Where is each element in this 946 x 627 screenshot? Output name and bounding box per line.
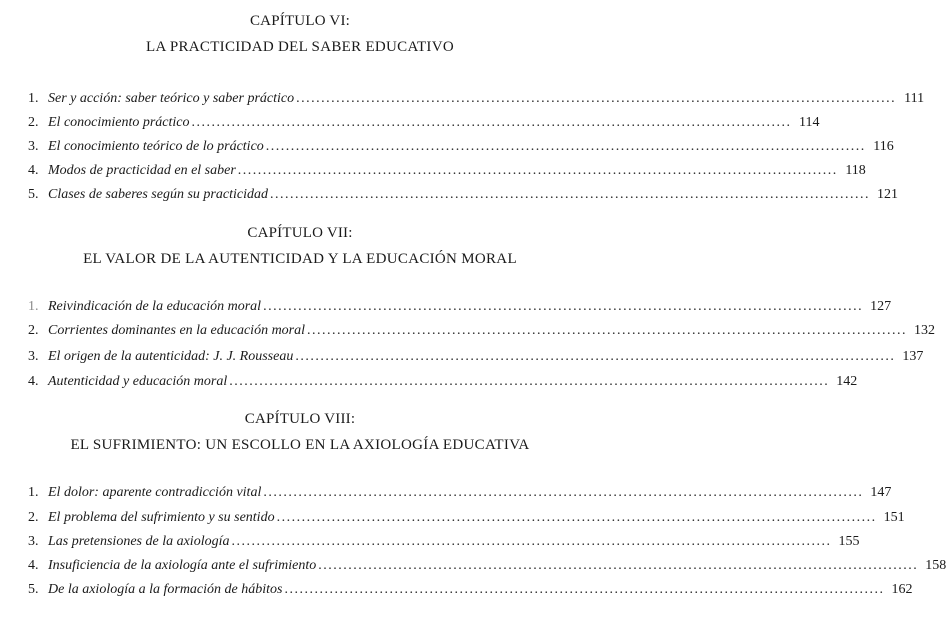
- entry-title: Clases de saberes según su practicidad: [48, 187, 268, 202]
- entry-page: 114: [799, 115, 820, 130]
- entry-title: De la axiología a la formación de hábitos: [48, 582, 283, 597]
- entry-title: El problema del sufrimiento y su sentido: [48, 510, 275, 525]
- dot-leader: ........................................................................................................................: [295, 349, 896, 364]
- entry-number: 4.: [28, 163, 39, 178]
- toc-entry: [28, 348, 924, 366]
- toc-entry: [28, 373, 858, 391]
- entry-page: 121: [876, 187, 898, 202]
- chapter-8-heading: [0, 410, 600, 454]
- chapter-6-heading: [0, 12, 600, 56]
- dot-leader: ........................................................................................................................: [237, 163, 838, 178]
- toc-entry: [28, 533, 860, 551]
- dot-leader: ........................................................................................................................: [307, 323, 908, 338]
- dot-leader: ........................................................................................................................: [191, 115, 792, 130]
- entry-page: 116: [873, 139, 894, 154]
- entry-number: 4.: [28, 558, 39, 573]
- entry-title: El origen de la autenticidad: J. J. Rousseau: [48, 349, 294, 364]
- dot-leader: ........................................................................................................................: [229, 374, 830, 389]
- entry-page: 162: [891, 582, 913, 597]
- chapter-title: LA PRACTICIDAD DEL SABER EDUCATIVO: [146, 39, 454, 55]
- entry-title: Ser y acción: saber teórico y saber práctico: [48, 91, 295, 106]
- dot-leader: ........................................................................................................................: [318, 558, 919, 573]
- toc-entry: [28, 509, 905, 527]
- dot-leader: ........................................................................................................................: [296, 91, 897, 106]
- toc-entry: [28, 162, 866, 180]
- toc-entry: [28, 90, 925, 108]
- entry-page: 111: [904, 91, 925, 106]
- entry-page: 142: [836, 374, 858, 389]
- toc-entry: [28, 138, 894, 156]
- entry-page: 151: [883, 510, 905, 525]
- entry-number: 4.: [28, 374, 39, 389]
- dot-leader: ........................................................................................................................: [284, 582, 885, 597]
- entry-number: 2.: [28, 323, 39, 338]
- entry-number: 3.: [28, 349, 39, 364]
- entry-title: Autenticidad y educación moral: [48, 374, 228, 389]
- entry-page: 155: [838, 534, 860, 549]
- toc-entry: [28, 581, 913, 599]
- entry-page: 132: [914, 323, 936, 338]
- entry-title: Reivindicación de la educación moral: [48, 299, 262, 314]
- entry-page: 127: [870, 299, 892, 314]
- entry-title: Modos de practicidad en el saber: [48, 163, 236, 178]
- dot-leader: ........................................................................................................................: [265, 139, 866, 154]
- entry-title: El dolor: aparente contradicción vital: [48, 485, 262, 500]
- entry-title: Las pretensiones de la axiología: [48, 534, 230, 549]
- chapter-label: CAPÍTULO VII:: [247, 225, 353, 241]
- toc-entry: [28, 298, 892, 316]
- dot-leader: ........................................................................................................................: [269, 187, 870, 202]
- entry-page: 118: [845, 163, 866, 178]
- entry-number: 3.: [28, 534, 39, 549]
- dot-leader: ........................................................................................................................: [231, 534, 832, 549]
- entry-number: 1.: [28, 299, 39, 314]
- entry-title: El conocimiento teórico de lo práctico: [48, 139, 264, 154]
- chapter-label: CAPÍTULO VI:: [249, 13, 351, 29]
- chapter-title: EL VALOR DE LA AUTENTICIDAD Y LA EDUCACIÓN MORAL: [83, 251, 517, 267]
- toc-entry: [28, 484, 892, 502]
- toc-entry: [28, 114, 820, 132]
- entry-number: 1.: [28, 91, 39, 106]
- entry-number: 2.: [28, 510, 39, 525]
- chapter-label: CAPÍTULO VIII:: [244, 411, 356, 427]
- toc-entry: [28, 557, 946, 575]
- entry-page: 158: [925, 558, 946, 573]
- chapter-title: EL SUFRIMIENTO: UN ESCOLLO EN LA AXIOLOGÍA EDUCATIVA: [70, 437, 530, 453]
- toc-entry: [28, 186, 898, 204]
- entry-title: El conocimiento práctico: [48, 115, 190, 130]
- entry-number: 2.: [28, 115, 39, 130]
- entry-number: 5.: [28, 582, 39, 597]
- dot-leader: ........................................................................................................................: [263, 299, 864, 314]
- entry-number: 5.: [28, 187, 39, 202]
- entry-page: 147: [870, 485, 892, 500]
- chapter-7-heading: [0, 224, 600, 268]
- entry-title: Corrientes dominantes en la educación moral: [48, 323, 306, 338]
- dot-leader: ........................................................................................................................: [276, 510, 877, 525]
- entry-title: Insuficiencia de la axiología ante el sufrimiento: [48, 558, 317, 573]
- entry-number: 3.: [28, 139, 39, 154]
- entry-number: 1.: [28, 485, 39, 500]
- dot-leader: ........................................................................................................................: [263, 485, 864, 500]
- toc-entry: [28, 322, 936, 340]
- entry-page: 137: [902, 349, 924, 364]
